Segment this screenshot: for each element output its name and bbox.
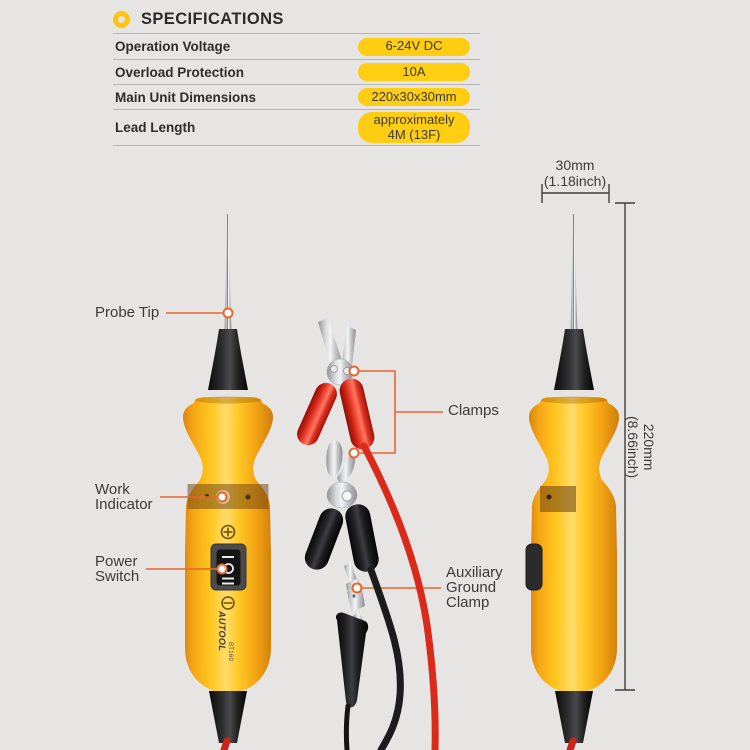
spec-label: Lead Length — [115, 120, 196, 135]
spec-value: 6-24V DC — [385, 38, 443, 54]
brand-text: AUTOOL — [217, 611, 227, 652]
spec-label: Operation Voltage — [115, 39, 231, 54]
spec-value-line2: 4M (13F) — [387, 126, 441, 142]
spec-label: Overload Protection — [115, 64, 245, 80]
aux-clamp-wire — [346, 706, 348, 750]
height-dimension-label: 220mm (8.66inch) — [625, 415, 658, 479]
spec-value: 10A — [402, 63, 426, 79]
spec-value: 220x30x30mm — [371, 88, 457, 104]
model-text: BT160 — [227, 642, 233, 662]
auxiliary-ground-clamp-label: Auxiliary Ground Clamp — [446, 564, 503, 611]
power-switch-label: Power Switch — [95, 553, 140, 585]
spec-value: approximately — [373, 111, 455, 127]
clamps-label: Clamps — [448, 402, 499, 419]
black-lead-wire — [371, 570, 400, 750]
probe-front-view — [183, 206, 273, 750]
work-indicator-label: Work Indicator — [95, 481, 153, 513]
red-clamp — [294, 318, 377, 452]
spec-label: Main Unit Dimensions — [115, 89, 257, 105]
probe-body — [529, 206, 619, 750]
side-indicator-window — [540, 486, 576, 512]
probe-tip-label: Probe Tip — [95, 304, 160, 321]
probe-body — [183, 206, 273, 750]
power-switch — [211, 544, 246, 590]
width-dimension-label: 30mm (1.18inch) — [543, 157, 607, 190]
probe-side-view — [526, 206, 619, 750]
side-power-switch — [526, 544, 542, 590]
specifications-title: SPECIFICATIONS — [141, 10, 284, 28]
auxiliary-ground-clamp — [336, 562, 368, 707]
